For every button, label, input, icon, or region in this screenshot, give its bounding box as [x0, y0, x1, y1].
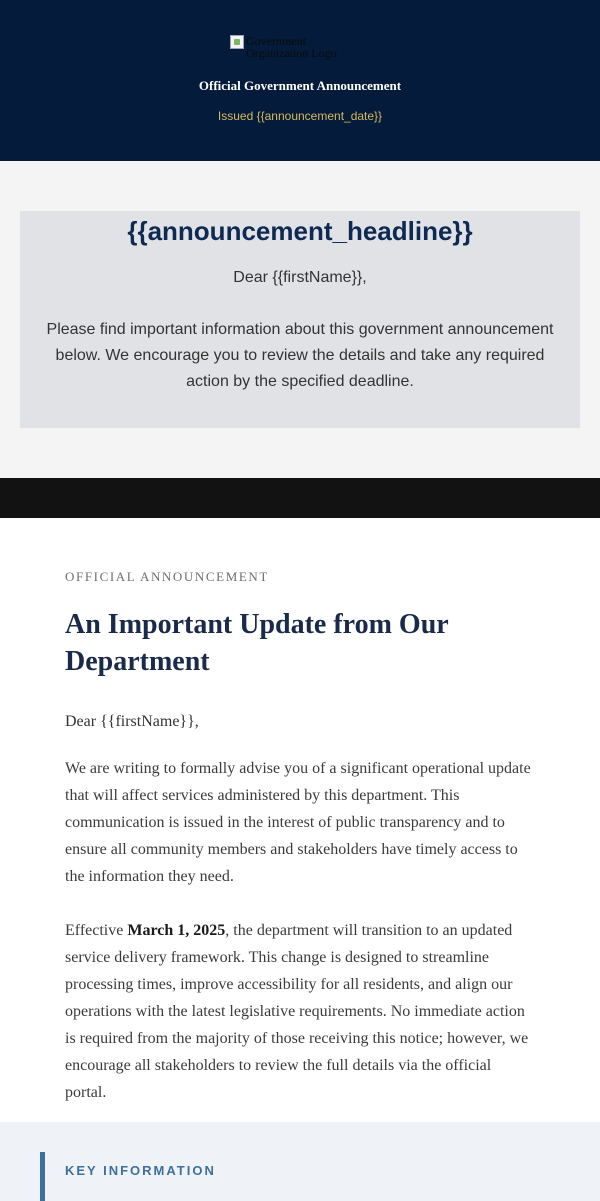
- header-title: Official Government Announcement: [198, 78, 402, 93]
- key-information-title: KEY INFORMATION: [65, 1163, 216, 1178]
- paragraph-2-prefix: Effective: [65, 922, 128, 939]
- hero-body: Please find important information about this government announcement below. We encourage you to review the details and take any required action by the specified deadline.: [46, 321, 554, 390]
- article-paragraph-2: [65, 917, 535, 1106]
- article-section: [0, 518, 600, 1122]
- divider-bar: [0, 478, 600, 518]
- organization-logo: [230, 35, 370, 65]
- key-information-box: [40, 1152, 600, 1201]
- article-greeting: Dear {{firstName}},: [65, 713, 199, 730]
- hero-card: [20, 211, 580, 428]
- hero-section: [0, 161, 600, 478]
- article-paragraph-1: We are writing to formally advise you of a significant operational update that will affect services administered by this department. This communication is issued in the interest of public transparency and to ensure all community members and stakeholders have timely access to the information they need.: [65, 760, 531, 885]
- hero-greeting: Dear {{firstName}},: [233, 269, 367, 286]
- email-header: [0, 0, 600, 161]
- announcement-headline: {{announcement_headline}}: [127, 216, 473, 246]
- logo-alt-text: Government Organization Logo: [246, 34, 337, 60]
- article-title: An Important Update from Our Department: [65, 609, 449, 677]
- paragraph-2-rest: , the department will transition to an updated service delivery framework. This change is designed to streamline processing times, improve accessibility for all residents, and align our operations with the latest legislative requirements. No immediate action is required from the majority of those receiving this notice; however, we encourage all stakeholders to review the full details via the official portal.: [65, 922, 529, 1101]
- broken-image-icon: [230, 35, 244, 49]
- key-information-section: [0, 1122, 600, 1201]
- issued-date: Issued {{announcement_date}}: [217, 109, 383, 123]
- effective-date: March 1, 2025: [127, 922, 226, 939]
- article-eyebrow: OFFICIAL ANNOUNCEMENT: [65, 569, 269, 584]
